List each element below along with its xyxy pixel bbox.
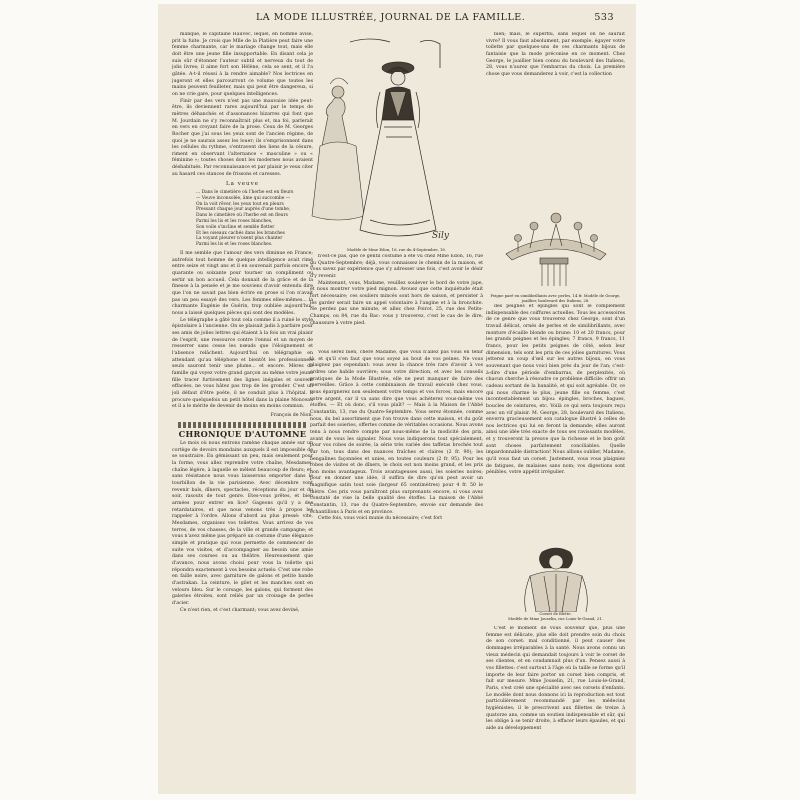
poem-title: La veuve xyxy=(226,181,259,188)
paragraph: bien; mais, le superflu, sans lequel on ne saurait vivre? Il vous faut absolument, par exemple, égayer votre toilette par quelques-uns de ces charmants bijoux de fantaisie que la mode préconise en ce moment. Chez George, le joaillier bien connu du boulevard des Italiens, 28, vous n'aurez que l'embarras du choix. La première chose que vous demanderez à voir, c'est la collection xyxy=(486,32,625,77)
comb-illustration xyxy=(486,198,625,294)
poem-line: Parmi les lis et les roses blanches. xyxy=(196,242,273,248)
artist-signature: Sily xyxy=(432,231,450,241)
paragraph: Il me semble que l'amour des vers diminue en France; autrefois tout homme de quelque intelligence avait rimé entre seize et vingt ans et il en souvenait parfois encore à quarante ou soixante pour tourner un compliment ou sertir un bon accueil. Cela donnait de la grâce et de la finesse à la pensée et je me souviens d'avoir entendu dire que l'on ne savait pas bien écrire en prose si l'on n'avait pas un peu essayé des vers. Les femmes elles-mêmes... la charmante Eugénie de Guérin, trop oubliée aujourd'hui, nous a laissé quelques pièces qui sont des modèles. xyxy=(172,251,313,316)
poem-line: ... Dans le cimetière où l'herbe est en fleurs xyxy=(196,190,294,196)
jeweled-comb xyxy=(486,198,625,294)
poem-line: La voyant pleurer n'osent plus chanter xyxy=(196,236,283,242)
ornamental-divider xyxy=(178,422,307,428)
poem-line: Parmi les lis et les roses blanches, xyxy=(196,219,273,225)
paragraph: Le télégraphe a gâté tout cela comme il a ruiné le style épistolaire à l'ancienne. On se plaisait jadis à parfaire pour ses amis de jolies lettres qui étaient à la fois un vrai plaisir de l'esprit, une ressource contre l'ennui et un moyen de resserrer sans cesse les nœuds que l'éloignement et l'absence relâchent. Aujourd'hui on télégraphie en attendant qu'au téléphone et bientôt les professionnels seuls sauront tenir une plume... et encore. Mères de famille qui voyez votre grand garçon au même votre jeune fille tracer furtivement des lignes inégales et souvent effacées, ne vous hâtez pas trop de les gronder. C'est un joli défaut d'être poète, il ne conduit plus à l'hôpital. Il procure quelquefois un petit hôtel dans la plaine Monceau et il a le mérite de devenir de moins en moins commun. xyxy=(172,317,313,410)
column-1 xyxy=(172,32,313,784)
column-2 xyxy=(310,350,483,788)
paragraph: Vous serez bien, chère Madame, que vous n'allez pas vous en tenir là, et qu'il s'en faut que vous soyez au bout de vos peines. Ne vous plaignez pas cependant: vous avez la chance très rare d'avoir à vos ordres une habile ouvrière; sous votre direction, et avec les conseils pratiques de la Mode Illustrée, elle ne peut manquer de faire des merveilles. Grâce à cette combinaison de travail exécuté chez vous, vous épargnerez non seulement votre temps et vos forces, mais encore votre argent, car il va sans dire que vous achèterez vous-même vos étoffes. — Et où donc, s'il vous plaît? — Mais à la Maison de l'Abbé Constantin, 13, rue du Quatre-Septembre. Vous serez étonnée, comme nous, du bel assortiment que l'on trouve dans cette maison, et du goût parfait des soieries, offertes comme de véritables occasions. Nous avons tenu à nous rendre compte par nous-même de la modicité des prix, avant de vous les signaler. Nous vous indiquerons tout spécialement, pour vos robes de soirée, la série très variée des taffetas brochés tout sur ton, tous dans des nuances fraîches et claires (2 fr. 90); les bengalines façonnées et unies, en toutes couleurs (2 fr. 95). Pour les robes de visites et de dîners, le choix est non moins grand, et les prix non moins avantageux. Trois avantageuses aussi, les soieries noires; pour en donner une idée, il suffira de dire qu'on peut avoir un magnifique satin tout soie (largeur 65 centimètres) pour 4 fr. 50 le mètre. Ces prix vous paraîtront plus surprenants encore, si vous avez constaté de vise la belle qualité des étoffes. La maison de l'Abbé Constantin, 13, rue du Quatre-Septembre, envoie sur demande des échantillons à Paris et en province. xyxy=(310,350,483,515)
costume-illustration xyxy=(310,32,483,250)
costume-figure xyxy=(310,32,483,244)
caption-line: Modèle de Mme Jouselin, rue Louis-le-Grand, 21. xyxy=(508,615,603,621)
figure-caption: Modèle de Mme Edon, 16, rue du 4-Septembre, 16. xyxy=(346,247,447,252)
column-3-bottom xyxy=(486,626,625,786)
column-2-top xyxy=(310,254,483,350)
poem xyxy=(172,190,313,248)
page-header xyxy=(158,12,636,26)
caption-line: Corset de filette. xyxy=(539,611,572,616)
poem-line: On la voit rêver, les yeux tout en pleurs xyxy=(196,201,284,207)
author-signature: François de Nion. xyxy=(270,412,313,418)
poem-line: Et les oiseaux cachés dans les branches xyxy=(196,230,285,236)
column-3-middle xyxy=(486,304,625,544)
corset-figure xyxy=(486,546,625,612)
poem-line: Dans le cimetière où l'herbe est en fleurs xyxy=(196,213,288,219)
paragraph: Maintenant, vous, Madame, veuillez soulever le bord de votre jupe, et nous montrer votre pied mignon. Avouez que cette inquiétude était fort nécessaire; ces souliers mincés sont hors de saison, et persister à les garder serait faire un appel volontaire à l'angine et à la bronchite. Ne perdez pas une minute, et allez chez Poirot, 25, rue des Petits-Champs, ou 84, rue du Bac: vous y trouverez, c'est le cas de le dire, chaussure à votre pied. xyxy=(310,280,483,326)
paragraph: manqué, le capitaine Hauvec, lequel, en homme avisé, prit la fuite. Je crois que Mlle de la Platière peut faire une femme charmante, car le mariage change tout, mais elle doit être une jeune fille insupportable. En disant cela je suis sûr d'étonner l'auteur subtil et nerveux du tout de jolis livres; il aime fort son Hélène, cela se sent, et il l'a gâtée. A-t-il réussi à la rendre aimable? Nos lectrices en jugeront et elles parcourront ce volume que toutes les mains peuvent feuilleter, mais qui peut être dangereux, si on ne crie gare, pour quelques intelligences. xyxy=(172,32,313,97)
page-number: 533 xyxy=(594,12,614,23)
paragraph: Ce n'est rien, et c'est charmant; vous avez deviné, xyxy=(180,607,300,613)
paragraph: Cette fois, vous voici munie du nécessaire; c'est fort xyxy=(318,516,443,522)
paragraph: Finir par des vers n'est pas une mauvaise idée peut-être, ils deviennent rares aujourd'hui par le temps de mètres déhanchés et d'assonances bizarres qui font que M. Jourdain ne s'y reconnaîtrait plus et, ma foi, parlerait en vers en croyant faire de la prose. Ceux de M. Georges Rocher que j'ai sous les yeux sont de l'ancien régime, de quoi je ne saurais assez les louer; ils s'emprisonnent dans les cellules du rythme, s'entravent des liens de la césure, riment en observant l'alternance « masculine » ou « féminine »; toutes choses dont les modernes nous avaient déshabitués. Par reconnaissance et par plaisir je veux citer au hasard ces stances de frissons et caresses. xyxy=(172,98,313,177)
column-3-top xyxy=(486,32,625,196)
poem-line: Pressant chaque jour auprès d'une tombe, xyxy=(196,207,291,213)
poem-line: — Veuve inconsolée, âme qui succombe — xyxy=(196,195,291,201)
section-title: CHRONIQUE D'AUTOMNE xyxy=(178,429,307,440)
paragraph: des peignes et épingles qui sont le complément indispensable des coiffures actuelles. Tous les accessoires de ce genre que vous trouverez chez George, sont d'un travail délicat, ornés de perles et de similibrillants, avec monture d'écaille blonde ou brune: 10 et 20 francs, pour les grands peignes et les épingles; 7 francs, 9 francs, 11 francs, pour les petits peignes de côté, selon leur dimension, tels sont les prix de ces jolies garnitures. Vous jetterez un coup d'œil sur les autres bijoux, en vous souvenant que nous voici bien près du jour de l'an; c'est-à-dire d'une période d'embarras, de perplexités, où chacun cherche à résoudre ce problème difficile: offrir un cadeau sortant de la banalité, et qui soit agréable. Or, ce qui nous charme le plus, jeune fille ou femme, c'est incontestablement un bijou: épingles, broches, bagues, boucles de ceintures, etc. Voilà ce qui sera toujours reçu avec un vif plaisir. M. George, 28, boulevard des Italiens, enverra gracieusement son catalogue illustré à celles de nos lectrices qui lui en feront la demande; elles auront ainsi une idée très exacte de tous ses ravissants modèles, et y trouveront la preuve que la richesse et le bon goût sont choses parfaitement conciliables. Quelle impardonnable distraction! Nous allions oublier, Madame, qu'il vous faut un corset. Justement, vous vous plaigniez de fatigues, de malaises sans nom; vos digestions sont pénibles, votre appétit irrégulier. xyxy=(486,304,625,476)
figure-caption xyxy=(486,612,625,622)
paragraph: C'est le moment de vous souvenir que, plus une femme est délicate, plus elle doit prendre soin du choix de son corset: mal conditionné, il peut causer des dommages irréparables à la santé. Nous avons connu un vieux médecin qui demandait toujours à voir le corset de ses clientes, et en condamnait plus d'un. Pensez aussi à vos fillettes: c'est surtout à l'âge où la taille se forme qu'il importe de leur faire porter un corset bien compris, et fait sur mesure. Mme Jouselin, 21, rue Louis-le-Grand, Paris, s'est créé une spécialité avec ses corsets d'enfants. Le modèle dont nous donnons ici la reproduction est tout particulièrement recommandé par les médecins hygiénistes; il le prescrivent aux fillettes de treize à quatorze ans, comme un soutien indispensable et sûr, qui les oblige à se tenir droite, à effacer leurs épaules, et qui aide au développement xyxy=(486,626,625,731)
corset-illustration xyxy=(486,546,625,612)
journal-title: LA MODE ILLUSTRÉE, JOURNAL DE LA FAMILLE. xyxy=(256,12,526,23)
paragraph: n'est-ce pas, que ce gentil costume a été vu chez Mme Edon, 16, rue du Quatre-Septembre; déjà, vous connaissez le chemin de la maison, et vous savez par expérience que s'y adresser une fois, c'est avoir le désir d'y revenir. xyxy=(310,254,483,279)
poem-line: Son voile s'incline et semble flotter xyxy=(196,224,275,230)
magazine-page xyxy=(158,4,636,794)
paragraph: Le mois où nous entrons ramène chaque année sur un cortège de devoirs mondains auxquels il est impossible de se soustraire. En gémissant un peu, mais seulement pour la forme, vous allez reprendre votre chaîne, Mesdames: chaîne légère, à laquelle se mêlent beaucoup de fleurs; et, sans résistance nous vous laisserons emporter dans le tourbillon de la vie parisienne. Avec décembre vont revenir bals, dîners, spectacles, réceptions du jour et du soir, rasouts de tout genre. Etes-vous prêtes, et bien armées pour entrer en lice? Gageons qu'il y a des retardataires, et que nous venons très à propos les rappeler à l'ordre. Allons d'abord au plus pressé: vite, Mesdames, organisez vos toilettes. Vous arrivez de vos terres, de vos chasses, de la ville et grande campagne; et vous n'avez même pas préparé un costume d'une élégance simple et pratique qui vous permette de commencer de suite vos visites, et d'accompagner au besoin une amie dans ses courses ou au théâtre. Heureusement que d'avance, nous avons choisi pour vous la toilette qui répondra exactement à vos besoins actuels: C'est une robe en faille noire, avec garniture de galons et petite bande d'astrakan. La ceinture, le gilet et les manches sont en velours bleu. Sur le corsage, les galons, qui forment des galeries étroites, sont reliés par un croisage de perles d'acier. xyxy=(172,441,313,606)
figure-caption: Peigne paré en similibrillants avec perles, 14 fr. Modèle de George, joaillier, boulevard des Italiens, 28. xyxy=(490,293,621,303)
